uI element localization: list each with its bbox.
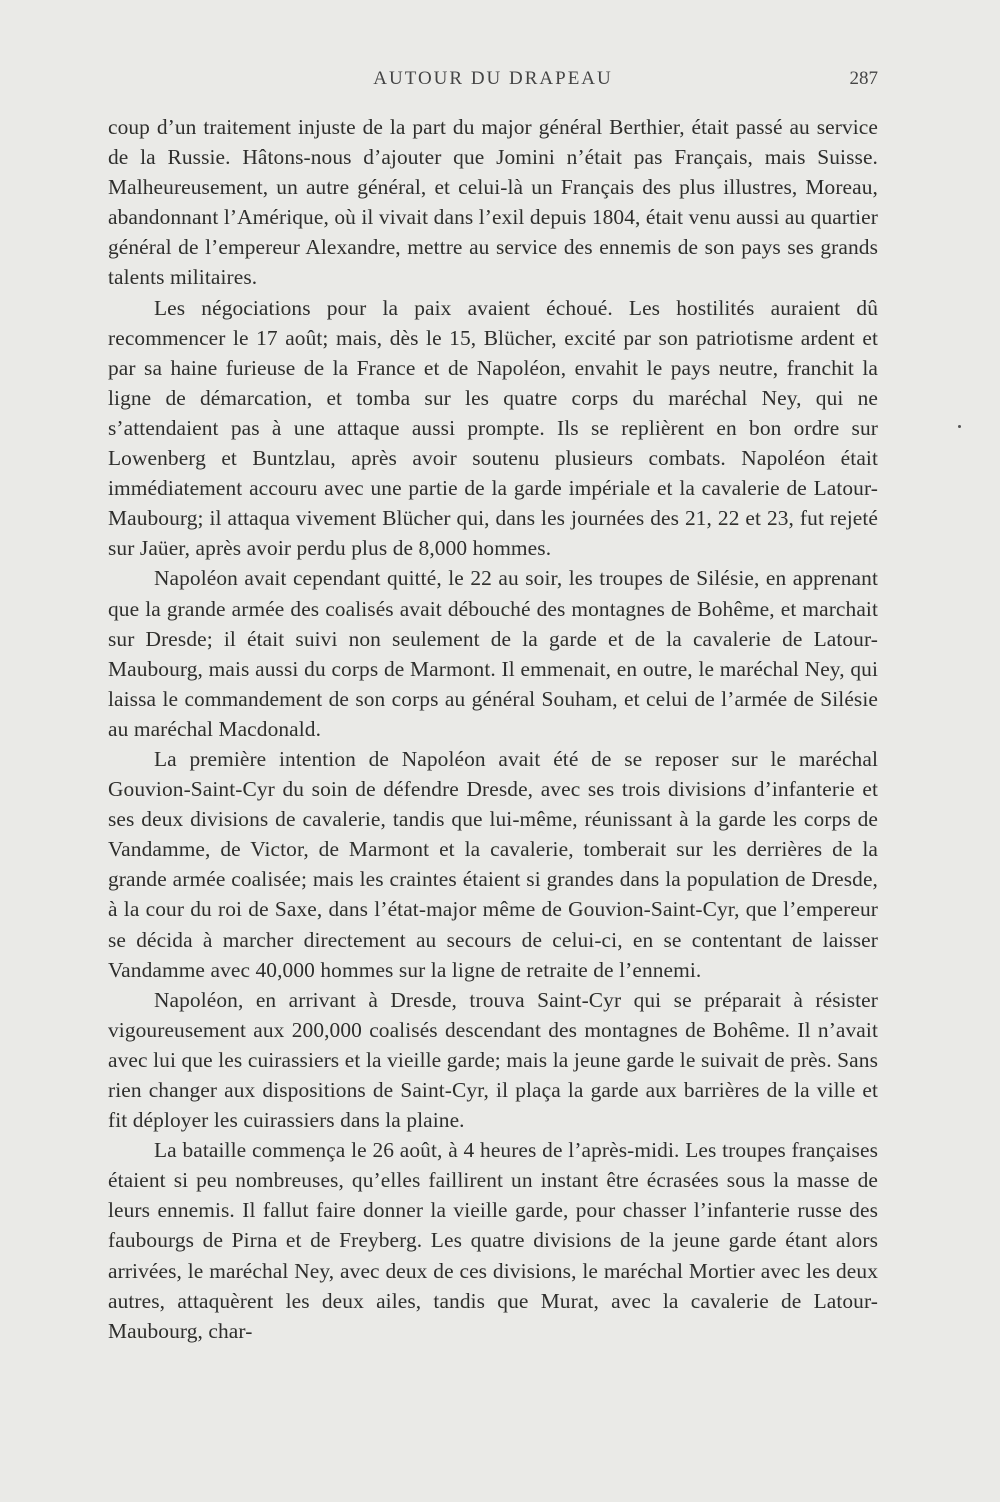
page-number: 287 bbox=[849, 68, 878, 89]
body-text bbox=[108, 112, 878, 1346]
paragraph: Napoléon, en arrivant à Dresde, trouva Saint-Cyr qui se préparait à résister vigoureusement aux 200,000 coalisés descendant des montagnes de Bohême. Il n’avait avec lui que les cuirassiers et la vieille garde; mais la jeune garde le suivait de près. Sans rien changer aux dispositions de Saint-Cyr, il plaça la garde aux barrières de la ville et fit déployer les cuirassiers dans la plaine. bbox=[108, 987, 878, 1133]
running-head bbox=[108, 68, 878, 98]
paragraph: La première intention de Napoléon avait été de se reposer sur le maréchal Gouvion-Saint-Cyr du soin de défendre Dresde, avec ses trois divisions d’infanterie et ses deux divisions de cavalerie, tandis que lui-même, réunissant à la garde les corps de Vandamme, de Victor, de Marmont et la cavalerie, tomberait sur les derrières de la grande armée coalisée; mais les craintes étaient si grandes dans la population de Dresde, à la cour du roi de Saxe, dans l’état-major même de Gouvion-Saint-Cyr, que l’empereur se décida à marcher directement au secours de celui-ci, en se contentant de laisser Vandamme avec 40,000 hommes sur la ligne de retraite de l’ennemi. bbox=[108, 746, 878, 982]
paragraph-continued: coup d’un traitement injuste de la part du major général Berthier, était passé au service de la Russie. Hâtons-nous d’ajouter que Jomini n’était pas Français, mais Suisse. Malheureusement, un autre général, et celui-là un Français des plus illustres, Moreau, abandonnant l’Amérique, où il vivait dans l’exil depuis 1804, était venu aussi au quartier général de l’empereur Alexandre, mettre au service des ennemis de son pays ses grands talents militaires. bbox=[108, 115, 878, 290]
paragraph: La bataille commença le 26 août, à 4 heures de l’après-midi. Les troupes françaises étaient si peu nombreuses, qu’elles faillirent un instant être écrasées sous la masse de leurs ennemis. Il fallut faire donner la vieille garde, pour chasser l’infanterie russe des faubourgs de Pirna et de Freyberg. Les quatre divisions de la jeune garde étant alors arrivées, le maréchal Ney, avec deux de ces divisions, le maréchal Mortier avec les deux autres, attaquèrent les deux ailes, tandis que Murat, avec la cavalerie de Latour-Maubourg, char- bbox=[108, 1138, 878, 1343]
running-title: AUTOUR DU DRAPEAU bbox=[373, 68, 613, 89]
paper-speck bbox=[958, 425, 961, 428]
paragraph: Napoléon avait cependant quitté, le 22 au soir, les troupes de Silésie, en apprenant que la grande armée des coalisés avait débouché des montagnes de Bohême, et marchait sur Dresde; il était suivi non seulement de la garde et de la cavalerie de Latour-Maubourg, mais aussi du corps de Marmont. Il emmenait, en outre, le maréchal Ney, qui laissa le commandement de son corps au général Souham, et celui de l’armée de Silésie au maréchal Macdonald. bbox=[108, 566, 878, 741]
paragraph: Les négociations pour la paix avaient échoué. Les hostilités auraient dû recommencer le 17 août; mais, dès le 15, Blücher, excité par son patriotisme ardent et par sa haine furieuse de la France et de Napoléon, envahit le pays neutre, franchit la ligne de démarcation, et tomba sur les quatre corps du maréchal Ney, qui ne s’attendaient pas à une attaque aussi prompte. Ils se replièrent en bon ordre sur Lowenberg et Buntzlau, après avoir soutenu plusieurs combats. Napoléon était immédiatement accouru avec une partie de la garde impériale et la cavalerie de Latour-Maubourg; il attaqua vivement Blücher qui, dans les journées des 21, 22 et 23, fut rejeté sur Jaüer, après avoir perdu plus de 8,000 hommes. bbox=[108, 295, 878, 561]
